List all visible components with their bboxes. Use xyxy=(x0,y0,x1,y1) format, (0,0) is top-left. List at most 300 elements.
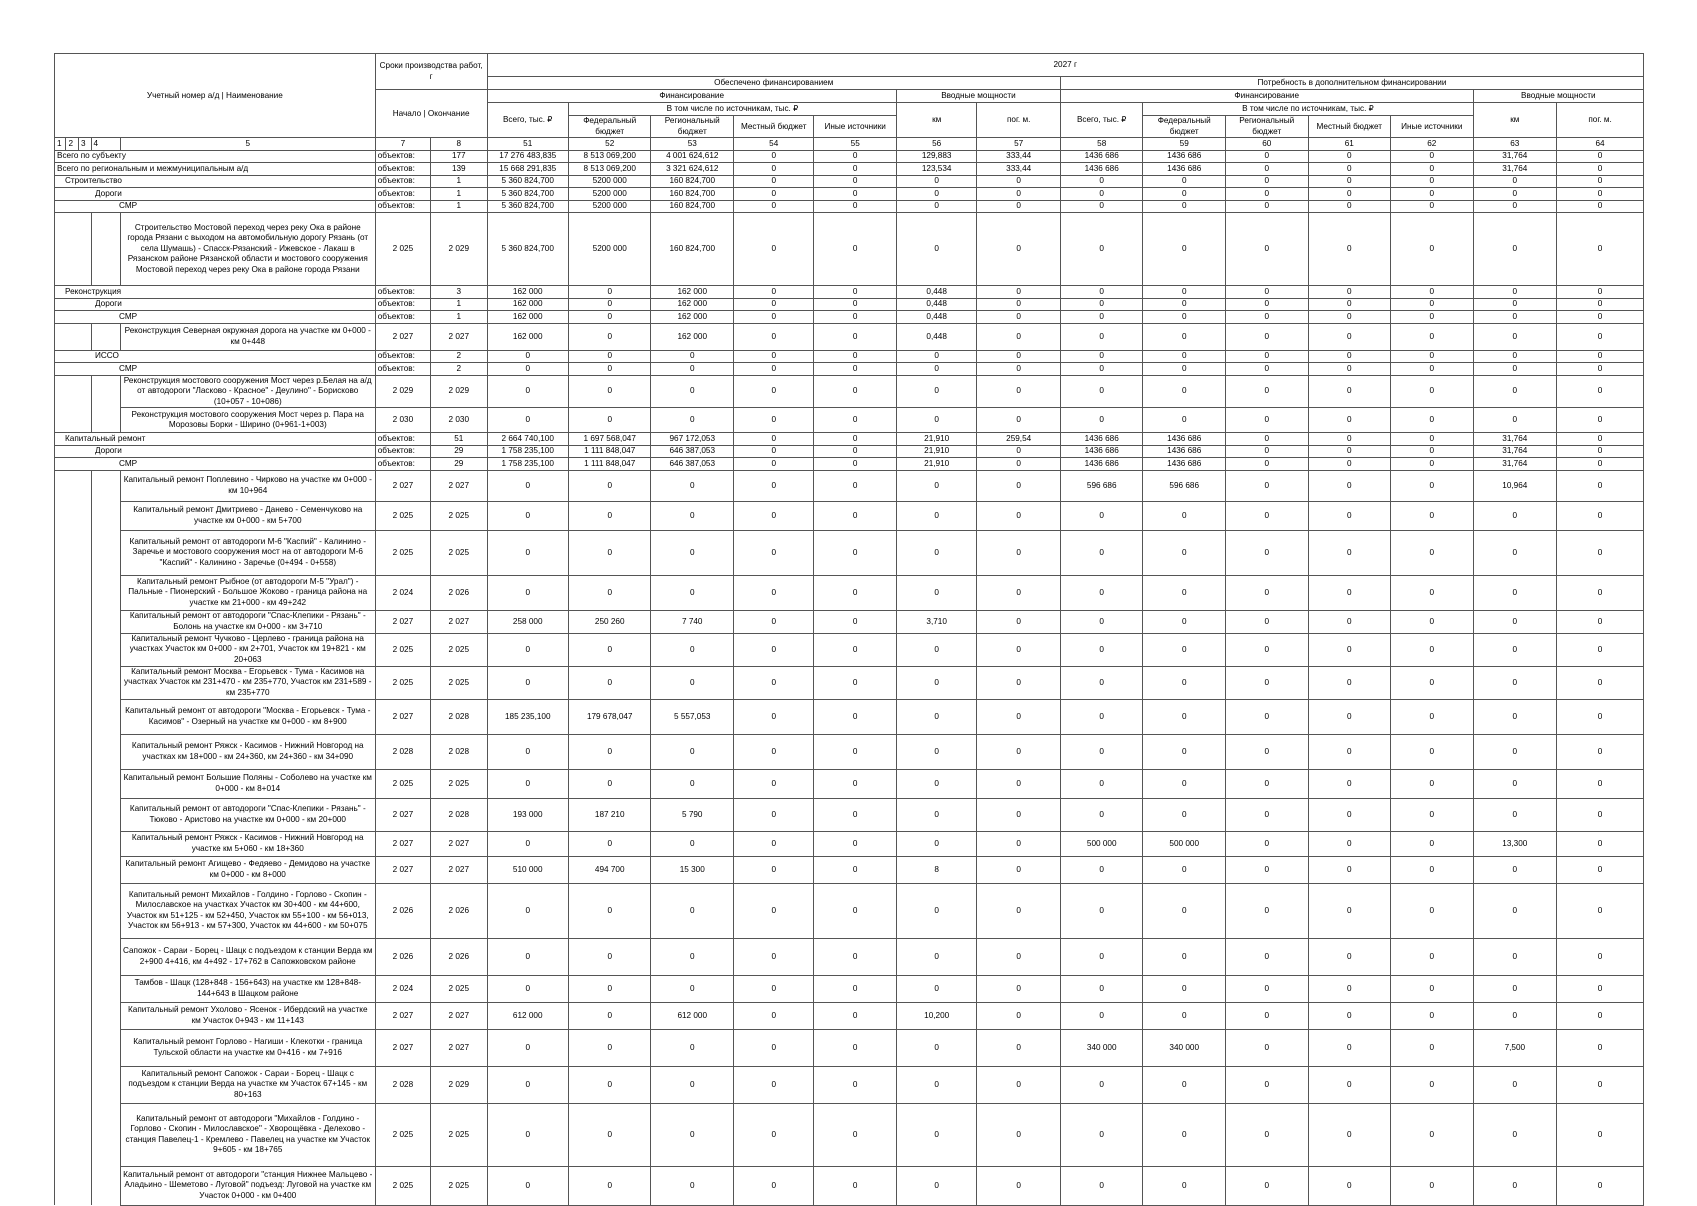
value-cell: 0 xyxy=(1143,501,1226,530)
value-cell: 967 172,053 xyxy=(651,433,734,446)
object-row xyxy=(55,213,1644,286)
value-cell: 0 xyxy=(1557,1066,1644,1103)
value-cell: 0 xyxy=(814,375,897,408)
value-cell: 0 xyxy=(814,408,897,433)
value-cell: 0 xyxy=(1143,975,1226,1002)
value-cell: 0 xyxy=(814,188,897,201)
value-cell: 0 xyxy=(814,610,897,633)
funded-sources-header: В том числе по источникам, тыс. ₽ xyxy=(568,103,896,116)
value-cell: 0 xyxy=(977,734,1061,769)
value-cell: 0 xyxy=(814,530,897,575)
indent-cell xyxy=(66,856,79,883)
value-cell: 0 xyxy=(977,1066,1061,1103)
indent-cell xyxy=(55,975,66,1002)
value-cell: 0 xyxy=(1391,883,1474,938)
start-year: 2 027 xyxy=(375,1002,430,1029)
column-number-cell: 3 xyxy=(79,138,92,151)
value-cell: 0 xyxy=(568,298,651,311)
value-cell: 0 xyxy=(977,798,1061,831)
end-year: 2 027 xyxy=(431,610,487,633)
value-cell: 0 xyxy=(1225,175,1308,188)
value-cell: 0 xyxy=(734,938,814,975)
value-cell: 0 xyxy=(814,311,897,324)
value-cell: 0 xyxy=(1557,975,1644,1002)
end-year: 2 025 xyxy=(431,1166,487,1205)
value-cell: 0 xyxy=(734,831,814,856)
value-cell: 0 xyxy=(1557,699,1644,734)
value-cell: 0 xyxy=(1060,1166,1143,1205)
value-cell: 0 xyxy=(1391,938,1474,975)
indent-cell xyxy=(55,666,66,699)
value-cell: 17 276 483,835 xyxy=(487,150,568,163)
indent-cell xyxy=(91,831,120,856)
value-cell: 0 xyxy=(1143,363,1226,376)
objects-count: 1 xyxy=(431,175,487,188)
value-cell: 21,910 xyxy=(896,433,976,446)
value-cell: 0 xyxy=(651,501,734,530)
year-header: 2027 г xyxy=(487,54,1644,77)
value-cell: 0 xyxy=(1308,408,1391,433)
value-cell: 0 xyxy=(1225,798,1308,831)
value-cell: 0 xyxy=(1557,734,1644,769)
value-cell: 0 xyxy=(734,699,814,734)
indent-cell xyxy=(66,666,79,699)
funded-km-header: км xyxy=(896,103,976,138)
value-cell: 0 xyxy=(1060,213,1143,286)
indent-cell xyxy=(55,408,66,433)
end-year: 2 025 xyxy=(431,666,487,699)
value-cell: 0 xyxy=(1557,408,1644,433)
value-cell: 0 xyxy=(814,633,897,666)
row-name: СМР xyxy=(55,363,376,376)
value-cell: 0 xyxy=(1060,975,1143,1002)
value-cell: 0 xyxy=(734,458,814,471)
object-name: Капитальный ремонт Рыбное (от автодороги М-5 "Урал") - Пальные - Пионерский - Большое Жоково - граница района на участке км 21+000 - км 49+242 xyxy=(120,575,375,610)
indent-cell xyxy=(91,883,120,938)
value-cell: 0 xyxy=(487,1029,568,1066)
indent-cell xyxy=(55,1002,66,1029)
value-cell: 0 xyxy=(1308,1029,1391,1066)
value-cell: 0 xyxy=(814,666,897,699)
indent-cell xyxy=(66,1002,79,1029)
object-row xyxy=(55,408,1644,433)
value-cell: 500 000 xyxy=(1060,831,1143,856)
end-year: 2 026 xyxy=(431,575,487,610)
object-name: Капитальный ремонт от автодороги "Спас-Клепики - Рязань" - Болонь на участке км 0+000 - км 3+710 xyxy=(120,610,375,633)
value-cell: 0 xyxy=(1225,150,1308,163)
end-year: 2 029 xyxy=(431,1066,487,1103)
value-cell: 5 360 824,700 xyxy=(487,213,568,286)
value-cell: 0 xyxy=(1225,470,1308,501)
value-cell: 0 xyxy=(1473,200,1557,213)
value-cell: 2 664 740,100 xyxy=(487,433,568,446)
value-cell: 0 xyxy=(977,1166,1061,1205)
value-cell: 0 xyxy=(568,831,651,856)
value-cell: 8 513 069,200 xyxy=(568,150,651,163)
need-regional-header: Региональный бюджет xyxy=(1225,116,1308,138)
objects-label: объектов: xyxy=(375,350,430,363)
value-cell: 1 697 568,047 xyxy=(568,433,651,446)
end-year: 2 029 xyxy=(431,375,487,408)
value-cell: 250 260 xyxy=(568,610,651,633)
objects-label: объектов: xyxy=(375,200,430,213)
value-cell: 0 xyxy=(896,408,976,433)
value-cell: 0 xyxy=(896,831,976,856)
value-cell: 0 xyxy=(1557,150,1644,163)
value-cell: 0 xyxy=(1391,433,1474,446)
column-number-cell: 4 xyxy=(91,138,120,151)
value-cell: 0 xyxy=(814,1002,897,1029)
value-cell: 0 xyxy=(1557,163,1644,176)
value-cell: 0 xyxy=(734,200,814,213)
value-cell: 0 xyxy=(1225,458,1308,471)
indent-cell xyxy=(66,323,79,350)
indent-cell xyxy=(55,375,66,408)
indent-cell xyxy=(79,769,92,798)
value-cell: 0 xyxy=(487,769,568,798)
period-header: Сроки производства работ, г xyxy=(375,54,487,90)
value-cell: 0 xyxy=(568,938,651,975)
value-cell: 0 xyxy=(651,575,734,610)
value-cell: 0 xyxy=(1473,769,1557,798)
row-name: Дороги xyxy=(55,188,376,201)
value-cell: 0 xyxy=(734,323,814,350)
name-column-header: Учетный номер а/д | Наименование xyxy=(55,54,376,138)
value-cell: 0 xyxy=(814,1166,897,1205)
value-cell: 0 xyxy=(1473,298,1557,311)
value-cell: 0 xyxy=(977,323,1061,350)
value-cell: 0 xyxy=(1308,798,1391,831)
value-cell: 0 xyxy=(1557,175,1644,188)
value-cell: 0 xyxy=(1308,938,1391,975)
indent-cell xyxy=(91,938,120,975)
value-cell: 0 xyxy=(1557,323,1644,350)
value-cell: 0 xyxy=(896,769,976,798)
value-cell: 0 xyxy=(651,633,734,666)
funded-federal-header: Федеральный бюджет xyxy=(568,116,651,138)
value-cell: 162 000 xyxy=(487,323,568,350)
column-number-cell: 51 xyxy=(487,138,568,151)
start-year: 2 025 xyxy=(375,213,430,286)
value-cell: 162 000 xyxy=(651,323,734,350)
value-cell: 0 xyxy=(1308,734,1391,769)
value-cell: 0 xyxy=(1391,1002,1474,1029)
end-year: 2 025 xyxy=(431,530,487,575)
value-cell: 7,500 xyxy=(1473,1029,1557,1066)
funded-other-header: Иные источники xyxy=(814,116,897,138)
object-name: Капитальный ремонт Горлово - Нагиши - Клекотки - граница Тульской области на участке км 0+416 - км 7+916 xyxy=(120,1029,375,1066)
value-cell: 0 xyxy=(1143,1066,1226,1103)
value-cell: 0 xyxy=(1308,458,1391,471)
value-cell: 0 xyxy=(1225,699,1308,734)
value-cell: 0 xyxy=(977,1029,1061,1066)
value-cell: 0 xyxy=(814,1103,897,1166)
value-cell: 0 xyxy=(734,433,814,446)
summary-row xyxy=(55,311,1644,324)
indent-cell xyxy=(55,1029,66,1066)
table-header xyxy=(55,54,1644,151)
value-cell: 0 xyxy=(896,530,976,575)
value-cell: 0 xyxy=(814,298,897,311)
value-cell: 0 xyxy=(1308,699,1391,734)
value-cell: 0 xyxy=(814,350,897,363)
value-cell: 31,764 xyxy=(1473,458,1557,471)
objects-label: объектов: xyxy=(375,458,430,471)
value-cell: 0 xyxy=(1225,734,1308,769)
value-cell: 0 xyxy=(1225,883,1308,938)
value-cell: 0 xyxy=(1060,200,1143,213)
indent-cell xyxy=(55,633,66,666)
value-cell: 0 xyxy=(1391,1103,1474,1166)
value-cell: 0 xyxy=(977,501,1061,530)
need-km-header: км xyxy=(1473,103,1557,138)
column-numbers-row xyxy=(55,138,1644,151)
value-cell: 0 xyxy=(814,883,897,938)
value-cell: 0 xyxy=(814,575,897,610)
value-cell: 1436 686 xyxy=(1060,163,1143,176)
value-cell: 0 xyxy=(1225,975,1308,1002)
funded-capacity-header: Вводные мощности xyxy=(896,90,1060,103)
value-cell: 0 xyxy=(814,975,897,1002)
value-cell: 162 000 xyxy=(487,286,568,299)
end-year: 2 026 xyxy=(431,938,487,975)
column-number-cell: 60 xyxy=(1225,138,1308,151)
value-cell: 0 xyxy=(734,1166,814,1205)
row-name: ИССО xyxy=(55,350,376,363)
value-cell: 0 xyxy=(734,530,814,575)
value-cell: 0 xyxy=(1391,856,1474,883)
value-cell: 0 xyxy=(896,666,976,699)
start-end-header: Начало | Окончание xyxy=(375,90,487,138)
indent-cell xyxy=(91,666,120,699)
value-cell: 0 xyxy=(487,883,568,938)
indent-cell xyxy=(55,530,66,575)
value-cell: 0 xyxy=(977,375,1061,408)
objects-count: 51 xyxy=(431,433,487,446)
value-cell: 5200 000 xyxy=(568,213,651,286)
value-cell: 0 xyxy=(568,1166,651,1205)
indent-cell xyxy=(79,501,92,530)
value-cell: 0 xyxy=(896,188,976,201)
value-cell: 0 xyxy=(814,938,897,975)
value-cell: 10,200 xyxy=(896,1002,976,1029)
value-cell: 0 xyxy=(814,175,897,188)
value-cell: 0 xyxy=(1143,213,1226,286)
indent-cell xyxy=(79,798,92,831)
value-cell: 0 xyxy=(651,831,734,856)
value-cell: 0 xyxy=(1308,150,1391,163)
value-cell: 0 xyxy=(1473,610,1557,633)
value-cell: 0 xyxy=(1391,501,1474,530)
value-cell: 0 xyxy=(734,213,814,286)
value-cell: 0 xyxy=(1143,350,1226,363)
row-name: Всего по субъекту xyxy=(55,150,376,163)
start-year: 2 025 xyxy=(375,633,430,666)
value-cell: 0 xyxy=(734,445,814,458)
value-cell: 0 xyxy=(1143,769,1226,798)
summary-row xyxy=(55,188,1644,201)
start-year: 2 025 xyxy=(375,530,430,575)
value-cell: 0 xyxy=(651,734,734,769)
value-cell: 0 xyxy=(1473,666,1557,699)
value-cell: 0 xyxy=(1308,856,1391,883)
value-cell: 0 xyxy=(734,363,814,376)
value-cell: 0 xyxy=(1391,363,1474,376)
value-cell: 0 xyxy=(487,408,568,433)
value-cell: 3,710 xyxy=(896,610,976,633)
value-cell: 0 xyxy=(1308,575,1391,610)
value-cell: 0 xyxy=(1557,188,1644,201)
value-cell: 0 xyxy=(1557,445,1644,458)
funded-regional-header: Региональный бюджет xyxy=(651,116,734,138)
object-name: Строительство Мостовой переход через реку Ока в районе города Рязани с выходом на автомобильную дорогу Рязань (от села Шумашь) - Спасск-Рязанский - Ижевское - Лакаш в Рязанском районе Рязанской области и мостового сооружения Мостовой переход через реку Ока в районе города Рязани xyxy=(120,213,375,286)
value-cell: 0 xyxy=(977,575,1061,610)
value-cell: 0,448 xyxy=(896,311,976,324)
object-row xyxy=(55,501,1644,530)
value-cell: 0 xyxy=(487,575,568,610)
value-cell: 5 360 824,700 xyxy=(487,188,568,201)
value-cell: 0 xyxy=(814,458,897,471)
value-cell: 0 xyxy=(896,501,976,530)
value-cell: 0 xyxy=(1557,831,1644,856)
value-cell: 0 xyxy=(1391,350,1474,363)
indent-cell xyxy=(91,530,120,575)
indent-cell xyxy=(55,831,66,856)
value-cell: 3 321 624,612 xyxy=(651,163,734,176)
value-cell: 0,448 xyxy=(896,286,976,299)
object-row xyxy=(55,769,1644,798)
value-cell: 0 xyxy=(1473,350,1557,363)
indent-cell xyxy=(66,1029,79,1066)
indent-cell xyxy=(91,408,120,433)
value-cell: 0 xyxy=(487,831,568,856)
indent-cell xyxy=(91,610,120,633)
column-number-cell: 59 xyxy=(1143,138,1226,151)
value-cell: 0 xyxy=(896,798,976,831)
value-cell: 0 xyxy=(814,734,897,769)
value-cell: 0 xyxy=(1308,433,1391,446)
indent-cell xyxy=(55,1166,66,1205)
object-row xyxy=(55,798,1644,831)
value-cell: 21,910 xyxy=(896,458,976,471)
value-cell: 0 xyxy=(1308,163,1391,176)
value-cell: 0 xyxy=(568,1066,651,1103)
value-cell: 0 xyxy=(1391,530,1474,575)
value-cell: 0 xyxy=(1557,286,1644,299)
value-cell: 0 xyxy=(814,163,897,176)
value-cell: 0 xyxy=(1557,363,1644,376)
value-cell: 0,448 xyxy=(896,298,976,311)
value-cell: 0 xyxy=(1391,163,1474,176)
value-cell: 0 xyxy=(1308,213,1391,286)
value-cell: 0 xyxy=(1225,575,1308,610)
objects-label: объектов: xyxy=(375,363,430,376)
row-name: Всего по региональным и межмуниципальным а/д xyxy=(55,163,376,176)
value-cell: 0 xyxy=(896,175,976,188)
value-cell: 0 xyxy=(1557,375,1644,408)
report-sheet xyxy=(54,53,1644,1206)
object-row xyxy=(55,1103,1644,1166)
value-cell: 0 xyxy=(1143,311,1226,324)
indent-cell xyxy=(91,1103,120,1166)
value-cell: 0 xyxy=(977,1103,1061,1166)
value-cell: 0 xyxy=(568,501,651,530)
value-cell: 21,910 xyxy=(896,445,976,458)
value-cell: 0 xyxy=(1557,798,1644,831)
value-cell: 0 xyxy=(568,1002,651,1029)
value-cell: 0 xyxy=(1473,175,1557,188)
indent-cell xyxy=(55,470,66,501)
value-cell: 8 513 069,200 xyxy=(568,163,651,176)
need-total-header: Всего, тыс. ₽ xyxy=(1060,103,1143,138)
value-cell: 0 xyxy=(1143,200,1226,213)
need-local-header: Местный бюджет xyxy=(1308,116,1391,138)
indent-cell xyxy=(66,501,79,530)
value-cell: 0 xyxy=(568,350,651,363)
value-cell: 0 xyxy=(734,175,814,188)
value-cell: 0 xyxy=(977,311,1061,324)
need-capacity-header: Вводные мощности xyxy=(1473,90,1643,103)
value-cell: 185 235,100 xyxy=(487,699,568,734)
value-cell: 0 xyxy=(734,666,814,699)
start-year: 2 026 xyxy=(375,938,430,975)
indent-cell xyxy=(55,734,66,769)
indent-cell xyxy=(55,610,66,633)
need-sources-header: В том числе по источникам, тыс. ₽ xyxy=(1143,103,1473,116)
indent-cell xyxy=(55,938,66,975)
report-table xyxy=(54,53,1644,1206)
end-year: 2 025 xyxy=(431,633,487,666)
value-cell: 0 xyxy=(814,286,897,299)
value-cell: 0 xyxy=(1391,1066,1474,1103)
value-cell: 0 xyxy=(1143,530,1226,575)
column-number-cell: 8 xyxy=(431,138,487,151)
value-cell: 0 xyxy=(651,883,734,938)
value-cell: 0 xyxy=(1473,856,1557,883)
end-year: 2 028 xyxy=(431,734,487,769)
indent-cell xyxy=(79,938,92,975)
start-year: 2 025 xyxy=(375,769,430,798)
column-number-cell: 2 xyxy=(66,138,79,151)
value-cell: 0 xyxy=(1308,633,1391,666)
value-cell: 0 xyxy=(568,530,651,575)
summary-row xyxy=(55,350,1644,363)
value-cell: 0 xyxy=(1473,1166,1557,1205)
value-cell: 0 xyxy=(1060,350,1143,363)
value-cell: 0 xyxy=(1308,350,1391,363)
value-cell: 0 xyxy=(977,445,1061,458)
value-cell: 0 xyxy=(1473,408,1557,433)
value-cell: 31,764 xyxy=(1473,433,1557,446)
object-row xyxy=(55,375,1644,408)
value-cell: 0 xyxy=(1473,699,1557,734)
value-cell: 0 xyxy=(1225,856,1308,883)
value-cell: 1 758 235,100 xyxy=(487,458,568,471)
object-name: Капитальный ремонт Агищево - Федяево - Демидово на участке км 0+000 - км 8+000 xyxy=(120,856,375,883)
value-cell: 0 xyxy=(1143,666,1226,699)
value-cell: 31,764 xyxy=(1473,163,1557,176)
object-row xyxy=(55,1029,1644,1066)
value-cell: 0 xyxy=(1391,286,1474,299)
value-cell: 0 xyxy=(734,286,814,299)
value-cell: 0 xyxy=(896,350,976,363)
value-cell: 0 xyxy=(1225,163,1308,176)
end-year: 2 027 xyxy=(431,1029,487,1066)
value-cell: 0 xyxy=(814,856,897,883)
object-name: Капитальный ремонт Сапожок - Сараи - Борец - Шацк с подъездом к станции Верда на участке км Участок 67+145 - км 80+163 xyxy=(120,1066,375,1103)
start-year: 2 025 xyxy=(375,1166,430,1205)
start-year: 2 026 xyxy=(375,883,430,938)
